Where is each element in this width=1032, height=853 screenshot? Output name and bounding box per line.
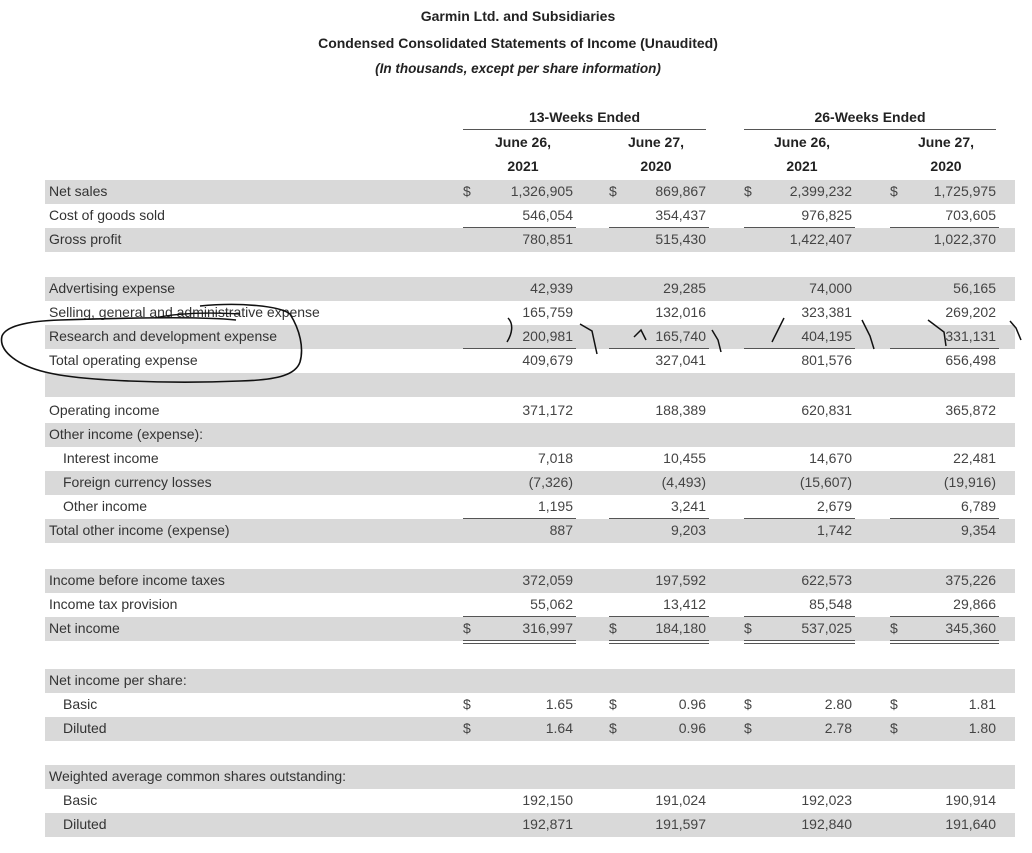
column-date-3: June 26, (773, 134, 831, 150)
value-cell: 375,226 (945, 572, 996, 588)
value-cell: 887 (549, 522, 573, 538)
value-cell: 9,354 (960, 522, 996, 538)
value-cell: 365,872 (945, 402, 996, 418)
value-cell: 537,025 (801, 620, 852, 636)
column-date-1: June 26, (494, 134, 552, 150)
row-label: Net sales (49, 183, 108, 199)
value-cell: 191,640 (945, 816, 996, 832)
column-year-4: 2020 (930, 158, 962, 174)
table-row (45, 717, 1015, 741)
currency-symbol: $ (890, 183, 898, 199)
row-label: Gross profit (49, 231, 122, 247)
row-label: Total other income (expense) (49, 522, 230, 538)
group-underline (744, 129, 996, 130)
column-date-4: June 27, (917, 134, 975, 150)
value-cell: 192,150 (522, 792, 573, 808)
value-cell: 1,326,905 (510, 183, 573, 199)
currency-symbol: $ (744, 696, 752, 712)
table-row (45, 423, 1015, 447)
group-header-13-weeks: 13-Weeks Ended (528, 109, 640, 125)
currency-symbol: $ (744, 720, 752, 736)
value-cell: 192,023 (801, 792, 852, 808)
table-row (45, 765, 1015, 789)
value-cell: 188,389 (655, 402, 706, 418)
row-label: Other income (63, 498, 148, 514)
row-label: Income tax provision (49, 596, 178, 612)
table-row (45, 544, 1015, 568)
table-row (45, 569, 1015, 593)
group-underline (463, 129, 706, 130)
value-cell: 1,195 (537, 498, 573, 514)
currency-symbol: $ (609, 620, 617, 636)
value-cell: 55,062 (530, 596, 573, 612)
currency-symbol: $ (890, 620, 898, 636)
currency-symbol: $ (744, 183, 752, 199)
currency-symbol: $ (890, 720, 898, 736)
value-cell: 29,866 (953, 596, 996, 612)
value-cell: 1,742 (816, 522, 852, 538)
table-row (45, 741, 1015, 765)
row-label: Operating income (49, 402, 160, 418)
value-cell: 10,455 (663, 450, 706, 466)
currency-symbol: $ (609, 720, 617, 736)
table-row (45, 789, 1015, 813)
value-cell: 7,018 (537, 450, 573, 466)
table-row (45, 301, 1015, 325)
row-label: Weighted average common shares outstanding: (49, 768, 347, 784)
row-label: Diluted (63, 720, 107, 736)
value-cell: 14,670 (809, 450, 852, 466)
table-row (45, 325, 1015, 349)
row-label: Research and development expense (49, 328, 278, 344)
row-label: Advertising expense (49, 280, 176, 296)
value-cell: (7,326) (528, 474, 573, 490)
value-cell: 372,059 (522, 572, 573, 588)
currency-symbol: $ (609, 696, 617, 712)
value-cell: 409,679 (522, 352, 573, 368)
table-row (45, 277, 1015, 301)
value-cell: 200,981 (522, 328, 573, 344)
column-date-2: June 27, (627, 134, 685, 150)
table-row (45, 373, 1015, 397)
table-row (45, 471, 1015, 495)
value-cell: 197,592 (655, 572, 706, 588)
value-cell: (4,493) (661, 474, 706, 490)
value-cell: 85,548 (809, 596, 852, 612)
table-row (45, 693, 1015, 717)
value-cell: 74,000 (809, 280, 852, 296)
row-label: Diluted (63, 816, 107, 832)
currency-symbol: $ (463, 696, 471, 712)
value-cell: 165,759 (522, 304, 573, 320)
value-cell: 2.78 (824, 720, 852, 736)
row-label: Total operating expense (49, 352, 198, 368)
value-cell: 1,725,975 (933, 183, 996, 199)
value-cell: 327,041 (655, 352, 706, 368)
table-row (45, 593, 1015, 617)
table-row (45, 813, 1015, 837)
column-year-1: 2021 (507, 158, 539, 174)
value-cell: 191,597 (655, 816, 706, 832)
value-cell: 1.65 (545, 696, 573, 712)
currency-symbol: $ (463, 720, 471, 736)
column-year-3: 2021 (786, 158, 818, 174)
value-cell: 269,202 (945, 304, 996, 320)
value-cell: 515,430 (655, 231, 706, 247)
table-row (45, 669, 1015, 693)
value-cell: 3,241 (670, 498, 706, 514)
units-note: (In thousands, except per share information) (375, 61, 661, 76)
value-cell: 2,679 (816, 498, 852, 514)
value-cell: 6,789 (960, 498, 996, 514)
value-cell: 9,203 (670, 522, 706, 538)
value-cell: 703,605 (945, 207, 996, 223)
value-cell: 404,195 (801, 328, 852, 344)
value-cell: 345,360 (945, 620, 996, 636)
value-cell: 1,022,370 (933, 231, 996, 247)
table-row (45, 180, 1015, 204)
value-cell: 620,831 (801, 402, 852, 418)
value-cell: 1.80 (968, 720, 996, 736)
row-label: Cost of goods sold (49, 207, 165, 223)
value-cell: 29,285 (663, 280, 706, 296)
value-cell: 869,867 (655, 183, 706, 199)
value-cell: 0.96 (678, 720, 706, 736)
value-cell: 184,180 (655, 620, 706, 636)
table-row (45, 447, 1015, 471)
row-label: Foreign currency losses (63, 474, 212, 490)
value-cell: 190,914 (945, 792, 996, 808)
value-cell: 331,131 (945, 328, 996, 344)
value-cell: 56,165 (953, 280, 996, 296)
table-row (45, 204, 1015, 228)
value-cell: 976,825 (801, 207, 852, 223)
value-cell: 1.81 (968, 696, 996, 712)
value-cell: (15,607) (799, 474, 852, 490)
value-cell: 316,997 (522, 620, 573, 636)
row-label: Other income (expense): (49, 426, 204, 442)
value-cell: 1,422,407 (789, 231, 852, 247)
currency-symbol: $ (463, 183, 471, 199)
table-row (45, 399, 1015, 423)
row-label: Net income per share: (49, 672, 187, 688)
company-title: Garmin Ltd. and Subsidiaries (420, 8, 616, 24)
group-header-26-weeks: 26-Weeks Ended (814, 109, 926, 125)
row-label: Income before income taxes (49, 572, 225, 588)
table-row (45, 495, 1015, 519)
currency-symbol: $ (890, 696, 898, 712)
table-row (45, 228, 1015, 252)
row-label: Interest income (63, 450, 159, 466)
row-label: Selling, general and administrative expense (49, 304, 320, 320)
value-cell: 192,871 (522, 816, 573, 832)
value-cell: 13,412 (663, 596, 706, 612)
value-cell: 22,481 (953, 450, 996, 466)
value-cell: 354,437 (655, 207, 706, 223)
value-cell: 801,576 (801, 352, 852, 368)
table-row (45, 252, 1015, 276)
value-cell: 2.80 (824, 696, 852, 712)
value-cell: (19,916) (943, 474, 996, 490)
currency-symbol: $ (609, 183, 617, 199)
row-label: Basic (63, 792, 98, 808)
value-cell: 546,054 (522, 207, 573, 223)
column-year-2: 2020 (640, 158, 672, 174)
value-cell: 165,740 (655, 328, 706, 344)
value-cell: 191,024 (655, 792, 706, 808)
statement-title: Condensed Consolidated Statements of Income (Unaudited) (318, 35, 718, 51)
currency-symbol: $ (744, 620, 752, 636)
value-cell: 132,016 (655, 304, 706, 320)
value-cell: 371,172 (522, 402, 573, 418)
table-row (45, 642, 1015, 666)
value-cell: 192,840 (801, 816, 852, 832)
value-cell: 656,498 (945, 352, 996, 368)
value-cell: 42,939 (530, 280, 573, 296)
value-cell: 0.96 (678, 696, 706, 712)
value-cell: 780,851 (522, 231, 573, 247)
row-label: Net income (49, 620, 120, 636)
table-row (45, 349, 1015, 373)
value-cell: 622,573 (801, 572, 852, 588)
value-cell: 1.64 (545, 720, 573, 736)
value-cell: 323,381 (801, 304, 852, 320)
table-row (45, 519, 1015, 543)
value-cell: 2,399,232 (789, 183, 852, 199)
row-label: Basic (63, 696, 98, 712)
currency-symbol: $ (463, 620, 471, 636)
table-row (45, 617, 1015, 641)
